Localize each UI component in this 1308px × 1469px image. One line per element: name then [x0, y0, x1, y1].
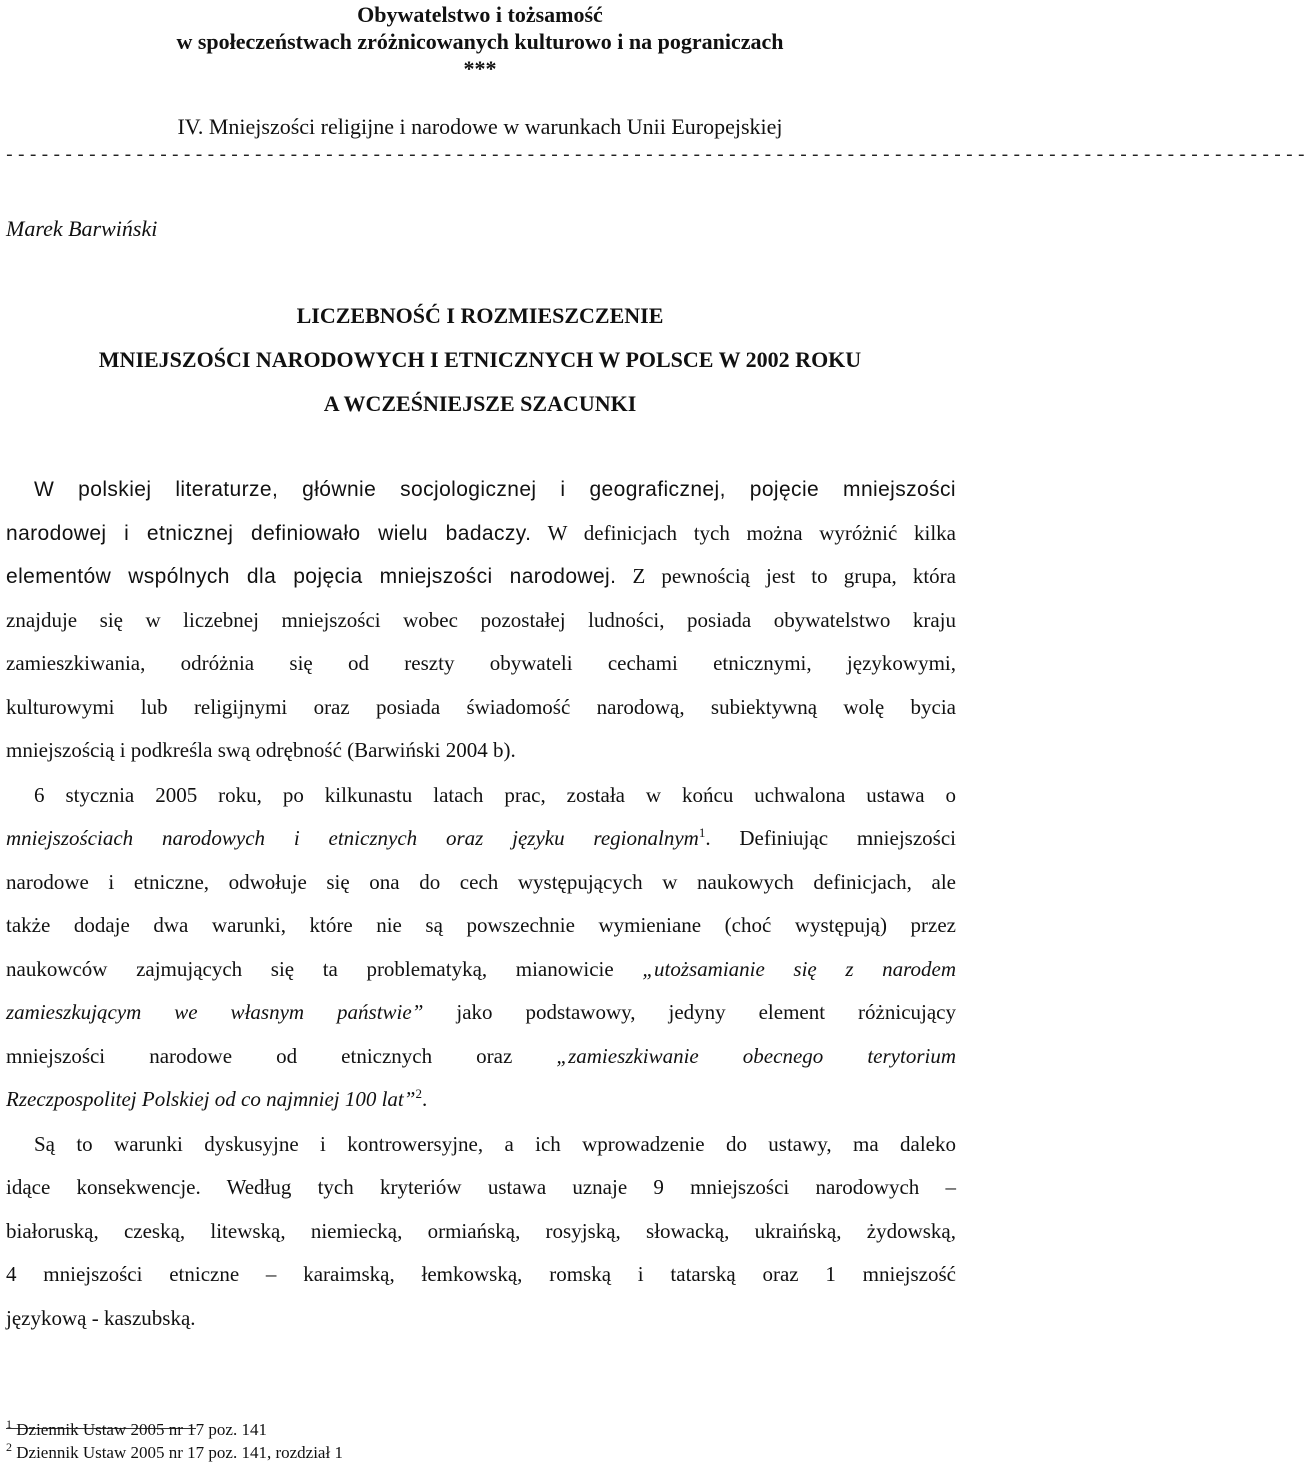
paragraph-1-line-3: elementów wspólnych dla pojęcia mniejszości narodowej. Z pewnością jest to grupa, która: [6, 564, 956, 588]
paragraph-2-line-1: 6 stycznia 2005 roku, po kilkunastu latach prac, została w końcu uchwalona ustawa o: [34, 783, 956, 807]
header-dashed-separator: --------------------------------------------------------------------------------------------------------------: [4, 146, 1308, 166]
paragraph-2-line-7: mniejszości narodowe od etnicznych oraz „zamieszkiwanie obecnego terytorium: [6, 1044, 956, 1068]
footnote-ref-1[interactable]: 1: [698, 825, 706, 840]
article-title-line3: A WCZEŚNIEJSZE SZACUNKI: [323, 391, 637, 416]
article-author: Marek Barwiński: [6, 216, 158, 241]
paragraph-2-line-3: narodowe i etniczne, odwołuje się ona do cech występujących w naukowych definicjach, ale: [6, 870, 956, 894]
paragraph-2-line-2: mniejszościach narodowych i etnicznych oraz języku regionalnym$^1$. Definiując mniejszości: [6, 825, 956, 850]
footnote-1: $^1$ Dziennik Ustaw 2005 nr 17 poz. 141: [6, 1417, 267, 1439]
paragraph-1-line-6: kulturowymi lub religijnymi oraz posiada świadomość narodową, subiektywną wolę bycia: [6, 695, 956, 719]
paragraph-2-line-4: także dodaje dwa warunki, które nie są powszechnie wymieniane (choć występują) przez: [6, 913, 956, 937]
paragraph-1-line-7: mniejszością i podkreśla swą odrębność (Barwiński 2004 b).: [6, 738, 516, 762]
paragraph-1-line-1: W polskiej literaturze, głównie socjologicznej i geograficznej, pojęcie mniejszości: [34, 478, 956, 501]
footnote-ref-2[interactable]: 2: [415, 1086, 422, 1101]
paragraph-1-line-4: znajduje się w liczebnej mniejszości wobec pozostałej ludności, posiada obywatelstwo kraju: [6, 608, 956, 632]
footnote-2: $^2$ Dziennik Ustaw 2005 nr 17 poz. 141, rozdział 1: [6, 1440, 343, 1462]
paragraph-3-line-3: białoruską, czeską, litewską, niemiecką, ormiańską, rosyjską, słowacką, ukraińską, żydowską,: [6, 1219, 956, 1243]
paragraph-1-line-5: zamieszkiwania, odróżnia się od reszty obywateli cechami etnicznymi, językowymi,: [6, 651, 956, 675]
paragraph-3-line-5: językową - kaszubską.: [6, 1306, 196, 1330]
paragraph-2-line-8: Rzeczpospolitej Polskiej od co najmniej 100 lat”$^2$.: [6, 1086, 428, 1111]
article-title-line1: LICZEBNOŚĆ I ROZMIESZCZENIE: [296, 303, 664, 328]
header-title-line2: w społeczeństwach zróżnicowanych kulturowo i na pograniczach: [176, 29, 784, 54]
paragraph-3-line-2: idące konsekwencje. Według tych kryteriów ustawa uznaje 9 mniejszości narodowych –: [6, 1175, 956, 1199]
header-title-line1: Obywatelstwo i tożsamość: [357, 2, 603, 27]
paragraph-2-line-6: zamieszkującym we własnym państwie” jako podstawowy, jedyny element różnicujący: [6, 1000, 956, 1024]
article-title-line2: MNIEJSZOŚCI NARODOWYCH I ETNICZNYCH W POLSCE W 2002 ROKU: [98, 347, 862, 372]
header-stars: ***: [463, 56, 497, 81]
paragraph-2-line-5: naukowców zajmujących się ta problematyką, mianowicie „utożsamianie się z narodem: [6, 957, 956, 981]
header-section: IV. Mniejszości religijne i narodowe w warunkach Unii Europejskiej: [177, 114, 783, 139]
paragraph-3-line-4: 4 mniejszości etniczne – karaimską, łemkowską, romską i tatarską oraz 1 mniejszość: [6, 1262, 956, 1286]
paragraph-3-line-1: Są to warunki dyskusyjne i kontrowersyjne, a ich wprowadzenie do ustawy, ma daleko: [34, 1132, 956, 1156]
paragraph-1-line-2: narodowej i etnicznej definiowało wielu badaczy. W definicjach tych można wyróżnić kilka: [6, 521, 956, 545]
